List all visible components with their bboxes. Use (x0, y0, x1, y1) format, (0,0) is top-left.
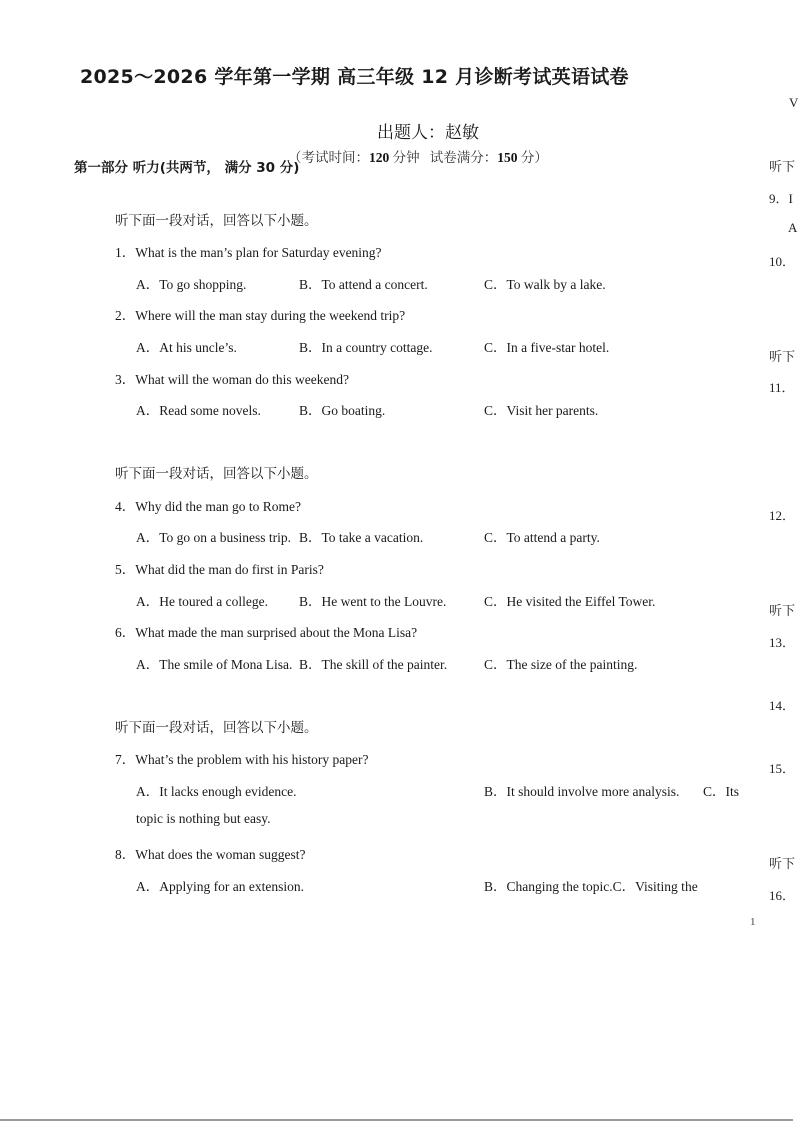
question-stem: 8．What does the woman suggest? (115, 847, 306, 862)
part-one-heading: 第一部分 听力(共两节， 满分 30 分) (74, 160, 300, 176)
question-stem: 7．What’s the problem with his history paper? (115, 752, 369, 767)
option-a: A．He toured a college. (136, 594, 268, 609)
option-a: A．The smile of Mona Lisa. (136, 657, 293, 672)
score-label: 试卷满分： (429, 150, 498, 165)
option-a: A．To go on a business trip. (136, 530, 292, 545)
option-a: A．Applying for an extension. (136, 879, 304, 894)
option-b: B．Go boating. (299, 403, 386, 418)
option-a: A．To go shopping. (136, 277, 247, 292)
right-edge-text: 14． (769, 698, 796, 713)
section-instruction: 听下面一段对话，回答以下小题。 (115, 466, 318, 481)
option-b-c: B．Changing the topic.C．Visiting the (484, 879, 698, 894)
right-edge-text: 9．I (769, 191, 793, 206)
option-a: A．Read some novels. (136, 403, 261, 418)
option-c: C．In a five-star hotel. (484, 340, 610, 355)
question-stem: 6．What made the man surprised about the Mona Lisa? (115, 625, 418, 640)
option-b: B．The skill of the painter. (299, 657, 448, 672)
time-unit: 分钟 (392, 150, 420, 165)
exam-title: 2025～2026 学年第一学期 高三年级 12 月诊断考试英语试卷 (80, 66, 629, 88)
score-value: 150 (497, 150, 518, 165)
section-instruction: 听下面一段对话，回答以下小题。 (115, 720, 318, 735)
option-c: C．To attend a party. (484, 530, 600, 545)
question-stem: 4．Why did the man go to Rome? (115, 499, 301, 514)
right-edge-text: 10． (769, 254, 796, 269)
option-b: B．To take a vacation. (299, 530, 424, 545)
option-c: C．Visit her parents. (484, 403, 599, 418)
option-b: B．To attend a concert. (299, 277, 428, 292)
question-stem: 1．What is the man’s plan for Saturday evening? (115, 245, 382, 260)
option-a: A．It lacks enough evidence. (136, 784, 297, 799)
option-b: B．In a country cottage. (299, 340, 433, 355)
score-unit: 分） (520, 150, 548, 165)
option-b: B．He went to the Louvre. (299, 594, 447, 609)
page-number: 1 (750, 916, 756, 928)
right-edge-text: 听下 (769, 603, 796, 618)
section-instruction: 听下面一段对话，回答以下小题。 (115, 213, 318, 228)
option-c: C．The size of the painting. (484, 657, 638, 672)
right-edge-text: V (789, 95, 798, 110)
option-c: C．Its (703, 784, 740, 799)
author-line: 出题人：赵敏 (377, 123, 479, 142)
question-stem: 2．Where will the man stay during the weekend trip? (115, 308, 406, 323)
question-stem: 3．What will the woman do this weekend? (115, 372, 349, 387)
right-edge-text: 听下 (769, 856, 796, 871)
right-edge-text: 13． (769, 635, 796, 650)
option-b: B．It should involve more analysis. (484, 784, 680, 799)
time-value: 120 (369, 150, 390, 165)
option-c-continued: topic is nothing but easy. (136, 811, 271, 826)
exam-info (288, 146, 548, 166)
option-c: C．He visited the Eiffel Tower. (484, 594, 656, 609)
right-edge-text: 15． (769, 761, 796, 776)
right-edge-text: 12． (769, 508, 796, 523)
page-bottom-border (0, 1119, 793, 1121)
right-edge-text: A (788, 220, 798, 235)
right-edge-text: 听下 (769, 159, 796, 174)
right-edge-text: 听下 (769, 349, 796, 364)
right-edge-text: 16． (769, 888, 796, 903)
time-label: （考试时间： (288, 150, 369, 165)
right-edge-text: 11． (769, 380, 795, 395)
option-c: C．To walk by a lake. (484, 277, 606, 292)
question-stem: 5．What did the man do first in Paris? (115, 562, 324, 577)
option-a: A．At his uncle’s. (136, 340, 237, 355)
